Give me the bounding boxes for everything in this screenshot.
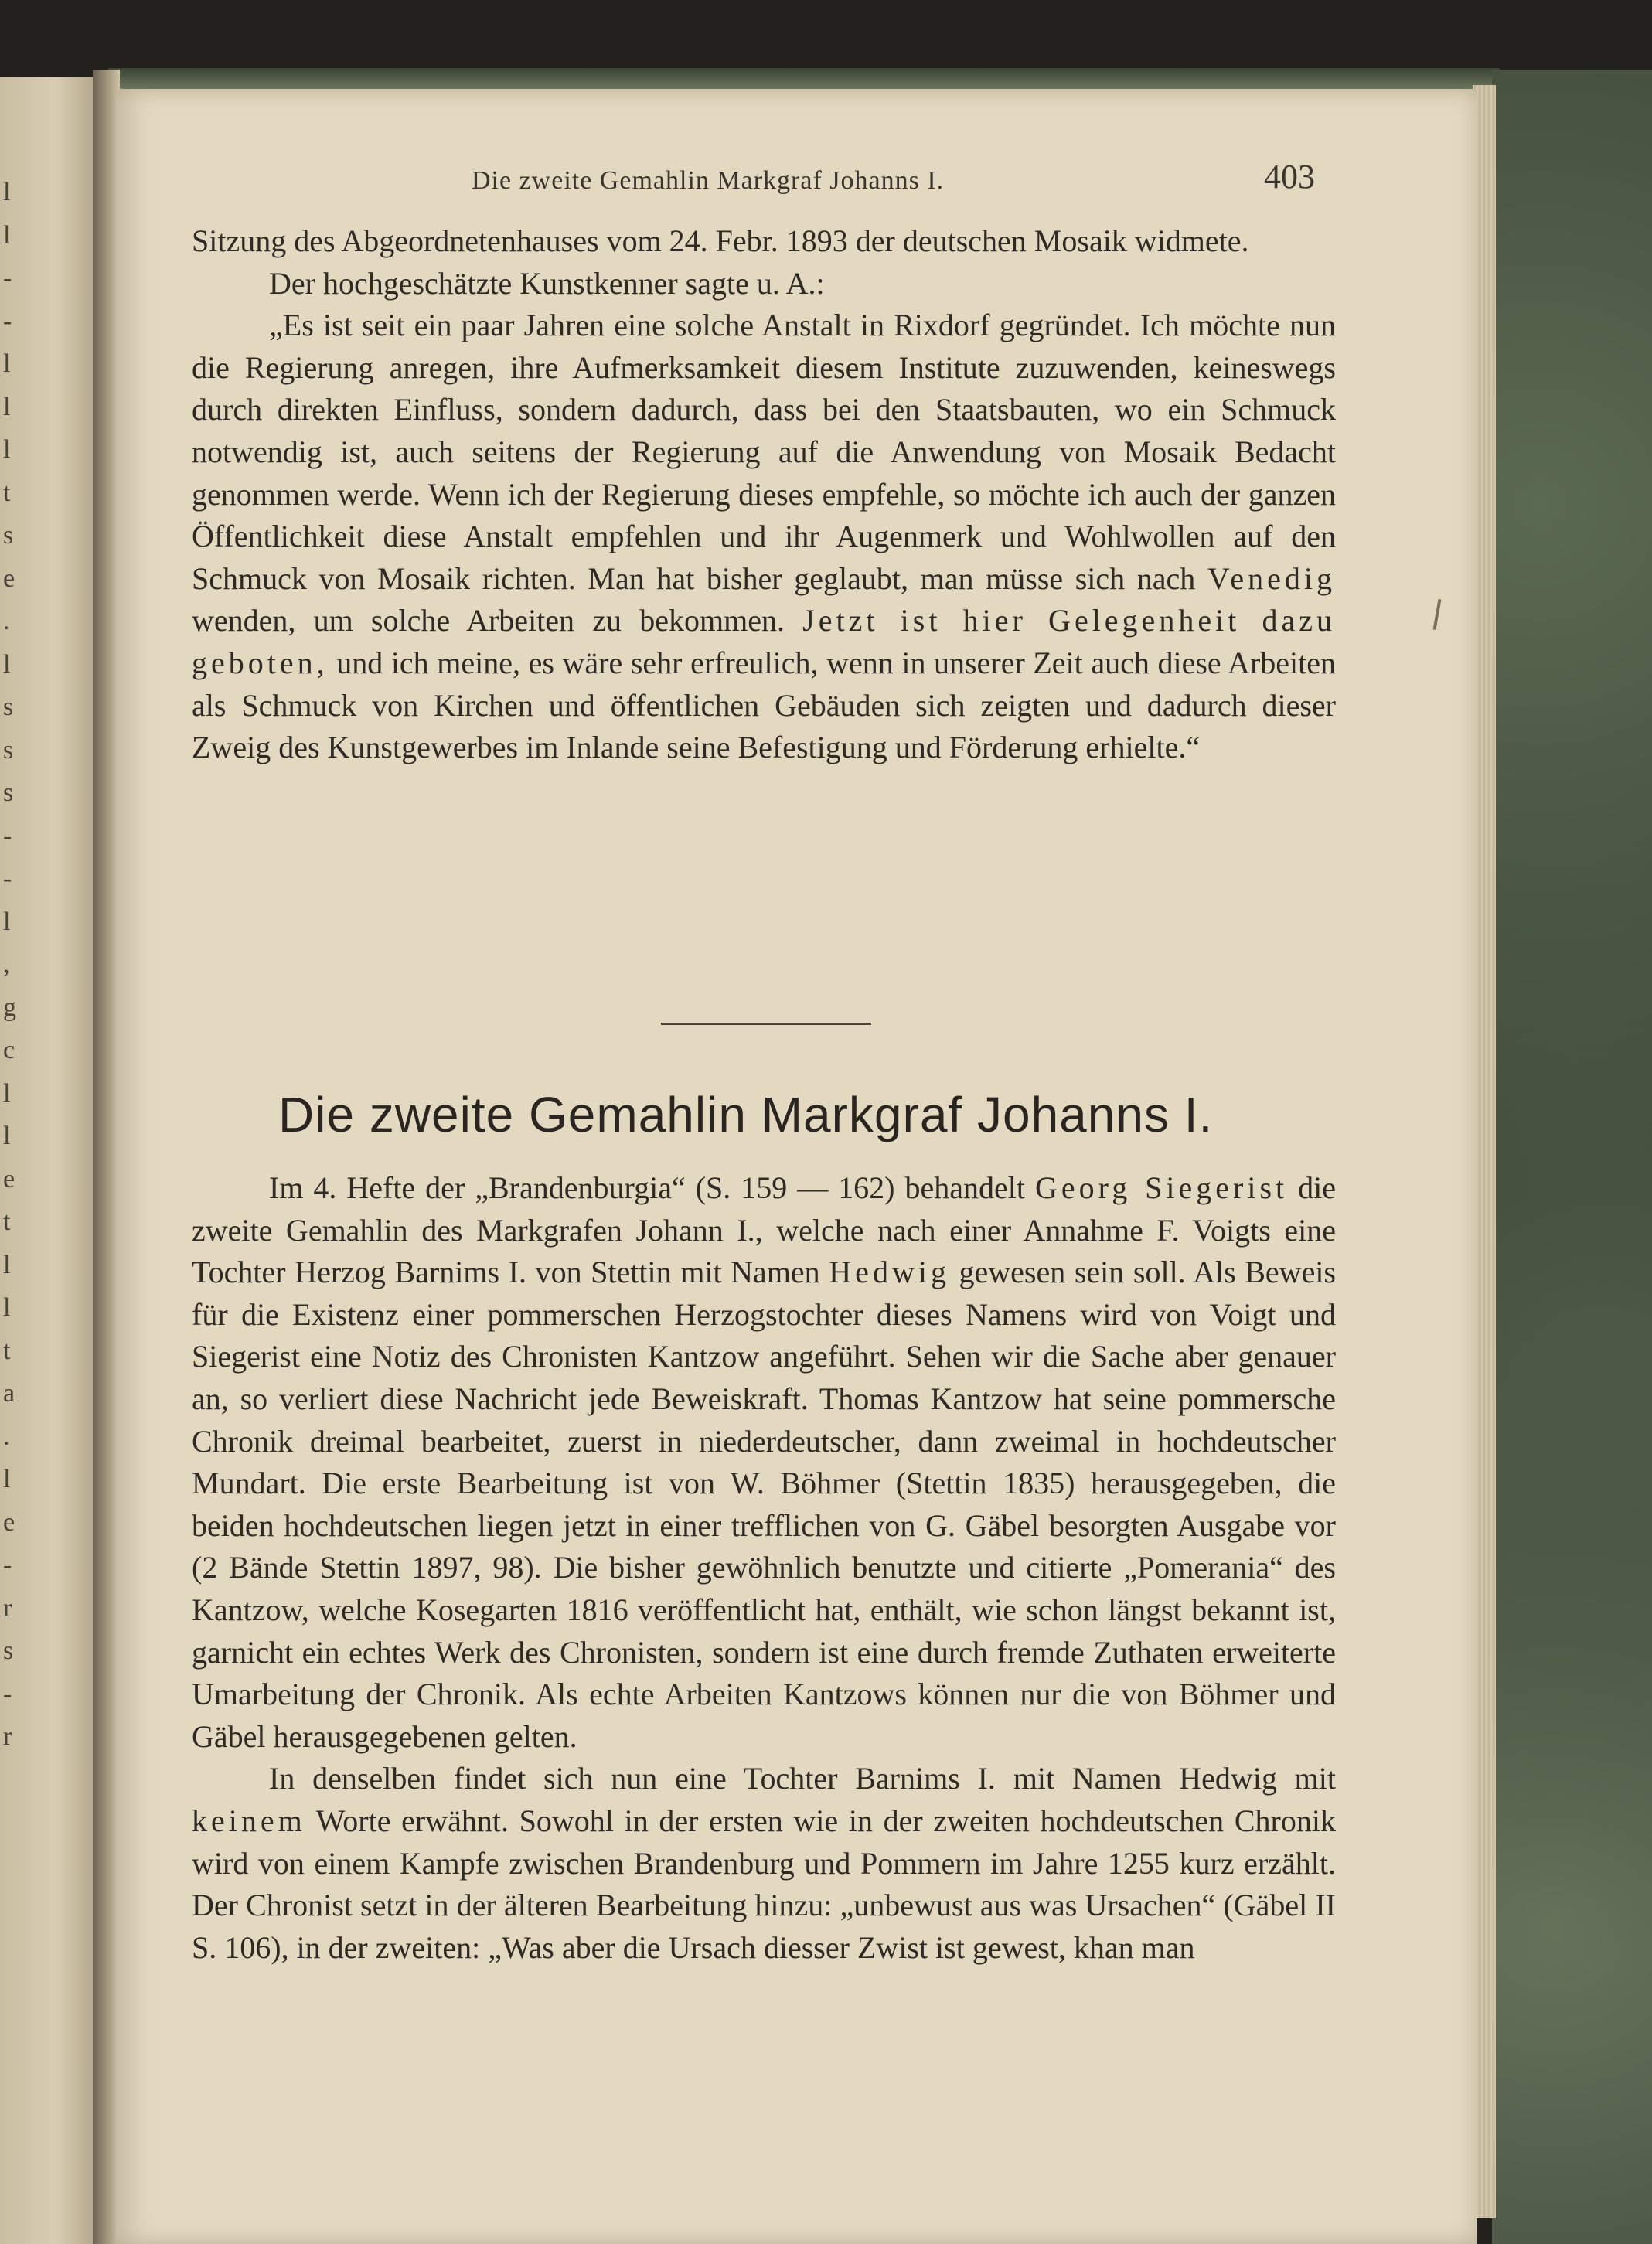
page-mark [1433, 599, 1442, 630]
facing-page-fragment: l [3, 907, 11, 936]
facing-page-fragment: l [3, 1250, 11, 1279]
facing-page-fragment: e [3, 1164, 15, 1194]
book-page [116, 89, 1477, 2244]
facing-page-fragment: s [3, 521, 14, 550]
text-run: und ich meine, es wäre sehr erfreulich, wenn in unserer Zeit auch diese Arbeiten als Schmuck von Kirchen und öffentlichen Gebäuden sich zeigten und dadurch dieser Zweig des Kunstgewerbes im Inlande seine Befestigung und Förderung erhielte.“ [192, 645, 1336, 765]
text-run: Im 4. Hefte der „Brandenburgia“ (S. 159 — 162) behandelt [269, 1170, 1035, 1205]
quote-paragraph [192, 305, 1336, 769]
facing-page-fragment: l [3, 1122, 11, 1150]
facing-page-fragment: g [3, 993, 16, 1022]
facing-page-fragment: - [3, 1679, 12, 1708]
paragraph: Sitzung des Abgeordnetenhauses vom 24. Febr. 1893 der deutschen Mosaik widmete. [192, 223, 1249, 258]
marbled-cover [1492, 70, 1652, 2244]
facing-page-fragment: e [3, 564, 15, 593]
facing-page-fragment: t [3, 1207, 11, 1236]
facing-page-fragment: - [3, 821, 12, 850]
text-run: die zweite Gemahlin des Markgrafen Johann I., welche nach einer Annahme F. Voigts eine Tochter Herzog Barnims I. von Stettin mit Namen [192, 1170, 1336, 1290]
page-number: 403 [1264, 158, 1315, 196]
text-run: gewesen sein soll. Als Beweis für die Existenz einer pommerschen Herzogstochter dieses Namens wird von Voigt und Siegerist eine Notiz des Chronisten Kantzow angeführt. Sehen wir die Sache aber genauer an, so verliert diese Nachricht jede Beweiskraft. Thomas Kantzow hat seine pommersche Chronik dreimal bearbeitet, zuerst in niederdeutscher, dann zweimal in hochdeutscher Mundart. Die erste Bearbeitung ist von W. Böhmer (Stettin 1835) herausgegeben, die beiden hochdeutschen liegen jetzt in einer trefflichen von G. Gäbel besorgten Ausgabe vor (2 Bände Stettin 1897, 98). Die bisher gewöhnlich benutzte und citierte „Pomerania“ des Kantzow, welche Kosegarten 1816 veröffentlicht hat, enthält, wie schon längst bekannt ist, garnicht ein echtes Werk des Chronisten, sondern ist eine durch fremde Zuthaten erweiterte Umarbeitung der Chronik. Als echte Arbeiten Kantzows können nur die von Böhmer und Gäbel herausgegebenen gelten. [192, 1255, 1337, 1754]
facing-page-fragment: s [3, 735, 14, 764]
facing-page-fragment: . [3, 1422, 10, 1451]
running-head: Die zweite Gemahlin Markgraf Johanns I. [472, 166, 945, 195]
facing-page-fragment: , [3, 950, 10, 979]
name-spaced: Hedwig [829, 1255, 950, 1290]
text-run: wenden, um solche Arbeiten zu bekommen. [192, 603, 803, 638]
text-run: „Es ist seit ein paar Jahren eine solche Anstalt in Rixdorf gegründet. Ich möchte nun die Regierung anregen, ihre Aufmerksamkeit diesem Institute zuzuwenden, keineswegs durch direkten Einfluss, sondern dadurch, dass bei den Staatsbauten, wo ein Schmuck notwendig ist, auch seitens der Regierung auf die Anwendung von Mosaik Bedacht genommen werde. Wenn ich der Regierung dieses empfehle, so möchte ich auch der ganzen Öffentlichkeit diese Anstalt empfehlen und ihr Augenmerk und Wohlwollen auf den Schmuck von Mosaik richten. Man hat bisher geglaubt, man müsse sich nach [192, 308, 1336, 596]
facing-page-fragment: r [3, 1722, 12, 1751]
article-title: Die zweite Gemahlin Markgraf Johanns I. [278, 1087, 1214, 1142]
paragraph [192, 1758, 1336, 1969]
emphasis-spaced: keinem [192, 1803, 306, 1838]
book-top-edge [108, 68, 1500, 91]
facing-page-fragment: l [3, 349, 11, 378]
facing-page-fragment: - [3, 864, 12, 893]
facing-page-fragment: . [3, 607, 10, 635]
facing-page [0, 77, 93, 2244]
facing-page-fragment: l [3, 649, 11, 679]
facing-page-fragment: a [3, 1379, 15, 1408]
facing-page-fragment: s [3, 1636, 14, 1665]
facing-page-fragment: e [3, 1507, 15, 1537]
facing-page-fragment: l [3, 392, 11, 421]
facing-page-fragment: - [3, 1551, 12, 1579]
section-continuation [192, 220, 1336, 769]
facing-page-fragment: s [3, 693, 14, 721]
facing-page-fragment: l [3, 178, 11, 206]
article-body [192, 1167, 1336, 1969]
facing-page-fragment: r [3, 1593, 12, 1623]
paragraph [192, 1167, 1336, 1758]
author-name: Georg Siegerist [1034, 1170, 1289, 1205]
facing-page-fragment: l [3, 1078, 11, 1108]
facing-page-fragment: - [3, 306, 12, 335]
facing-page-fragment: c [3, 1036, 15, 1064]
facing-page-fragment: s [3, 778, 14, 807]
section-divider [661, 1023, 871, 1025]
paragraph: Der hochgeschätzte Kunstkenner sagte u. A.: [269, 265, 825, 301]
facing-page-fragment: t [3, 1336, 11, 1365]
facing-page-fragment: t [3, 478, 11, 507]
text-run: In denselben findet sich nun eine Tochter Barnims I. mit Namen Hedwig mit [269, 1761, 1336, 1796]
facing-page-fragment: l [3, 1465, 11, 1493]
facing-page-fragment: l [3, 220, 11, 250]
text-run-spaced: Venedig [1207, 560, 1336, 596]
facing-page-fragment: l [3, 435, 11, 464]
text-run-spaced: Jetzt ist hier Gelegenheit dazu geboten, [192, 603, 1337, 680]
facing-page-fragment: - [3, 264, 12, 292]
text-run: Worte erwähnt. Sowohl in der ersten wie in der zweiten hochdeutschen Chronik wird von einem Kampfe zwischen Brandenburg und Pommern im Jahre 1255 kurz erzählt. Der Chronist setzt in der älteren Bearbeitung hinzu: „unbewust aus was Ursachen“ (Gäbel II S. 106), in der zweiten: „Was aber die Ursach diesser Zwist ist gewest, khan man [192, 1803, 1336, 1965]
facing-page-fragment: l [3, 1293, 11, 1322]
